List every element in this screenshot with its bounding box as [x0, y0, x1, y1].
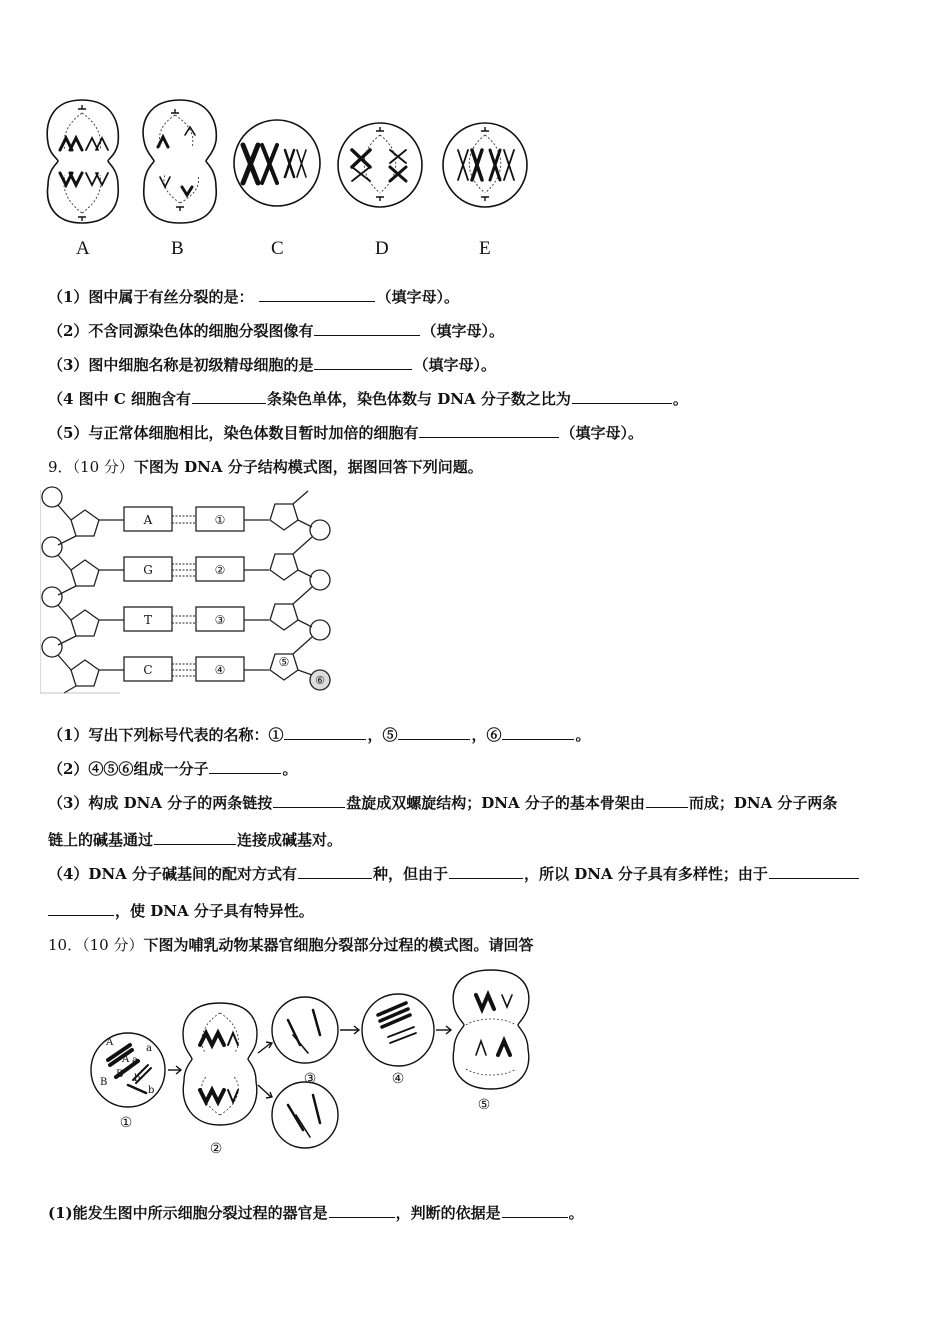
dna-base-left: A	[143, 513, 153, 527]
answer-blank[interactable]	[298, 864, 372, 879]
step-label-5: ⑤	[477, 1097, 491, 1113]
dna-base-right: ④	[214, 663, 226, 677]
q9-item-4-cont: ，使 DNA 分子具有特异性。	[48, 901, 314, 921]
dna-base-left: T	[143, 613, 153, 627]
q8-item-3: （3）图中细胞名称是初级精母细胞的是 （填字母）。	[48, 356, 496, 374]
q9-item-2: （2）④⑤⑥组成一分子 。	[48, 760, 298, 778]
figure-label-b: B	[171, 238, 184, 259]
q9-heading: 9．（10 分）下图为 DNA 分子结构模式图，据图回答下列问题。	[48, 458, 483, 476]
answer-blank[interactable]	[502, 1203, 568, 1218]
answer-blank[interactable]	[259, 287, 375, 302]
q9-item-4: （4）DNA 分子碱基间的配对方式有 种，但由于 ，所以 DNA 分子具有多样性；由于	[48, 864, 860, 884]
q10-heading: 10．（10 分）下图为哺乳动物某器官细胞分裂部分过程的模式图。请回答	[48, 936, 534, 954]
q8-item-1: （1）图中属于有丝分裂的是： （填字母）。	[48, 288, 459, 306]
answer-blank[interactable]	[449, 864, 523, 879]
figure-label-d: D	[375, 238, 389, 259]
chromosome-label: a	[146, 1043, 152, 1054]
answer-blank[interactable]	[209, 759, 281, 774]
dna-base-left: C	[143, 663, 153, 677]
step-label-4: ④	[391, 1071, 405, 1087]
cell-division-process-diagram	[88, 965, 538, 1160]
dna-label-5: ⑤	[278, 655, 290, 669]
answer-blank[interactable]	[572, 389, 672, 404]
answer-blank[interactable]	[192, 389, 266, 404]
answer-blank[interactable]	[646, 793, 688, 808]
answer-blank[interactable]	[419, 423, 559, 438]
q10-item-1: (1)能发生图中所示细胞分裂过程的器官是 ，判断的依据是 。	[48, 1204, 584, 1222]
cell-division-figure	[40, 95, 540, 230]
q8-item-5: （5）与正常体细胞相比，染色体数目暂时加倍的细胞有 （填字母）。	[48, 424, 643, 442]
chromosome-label: b	[134, 1073, 141, 1084]
answer-blank[interactable]	[48, 901, 114, 916]
chromosome-label: A	[122, 1054, 130, 1065]
answer-blank[interactable]	[284, 725, 366, 740]
step-label-1: ①	[119, 1115, 133, 1131]
chromosome-label: B	[116, 1069, 124, 1080]
answer-blank[interactable]	[398, 725, 470, 740]
answer-blank[interactable]	[502, 725, 574, 740]
step-label-2: ②	[209, 1141, 223, 1157]
figure-label-c: C	[271, 238, 284, 259]
answer-blank[interactable]	[314, 355, 412, 370]
figure-label-a: A	[76, 238, 90, 259]
dna-structure-diagram	[40, 485, 340, 700]
figure-label-e: E	[479, 238, 491, 259]
q8-item-4: （4 图中 C 细胞含有 条染色单体，染色体数与 DNA 分子数之比为 。	[48, 390, 688, 408]
step-label-3: ③	[303, 1071, 317, 1087]
q9-item-1: （1）写出下列标号代表的名称：① ，⑤ ，⑥ 。	[48, 726, 591, 744]
dna-base-right: ①	[214, 513, 226, 527]
answer-blank[interactable]	[314, 321, 420, 336]
chromosome-label: B	[100, 1077, 108, 1088]
chromosome-label: a	[132, 1055, 138, 1066]
answer-blank[interactable]	[273, 793, 345, 808]
answer-blank[interactable]	[769, 864, 859, 879]
chromosome-label: A	[106, 1037, 114, 1048]
answer-blank[interactable]	[329, 1203, 395, 1218]
q9-item-3-cont: 链上的碱基通过 连接成碱基对。	[48, 831, 343, 849]
q8-item-2: （2）不含同源染色体的细胞分裂图像有 （填字母）。	[48, 322, 504, 340]
dna-base-right: ③	[214, 613, 226, 627]
dna-base-left: G	[143, 563, 153, 577]
dna-label-6: ⑥	[315, 674, 325, 687]
q9-item-3: （3）构成 DNA 分子的两条链按 盘旋成双螺旋结构；DNA 分子的基本骨架由 而成；DNA 分子两条	[48, 794, 838, 812]
chromosome-label: b	[148, 1085, 155, 1096]
dna-base-right: ②	[214, 563, 226, 577]
answer-blank[interactable]	[154, 830, 236, 845]
